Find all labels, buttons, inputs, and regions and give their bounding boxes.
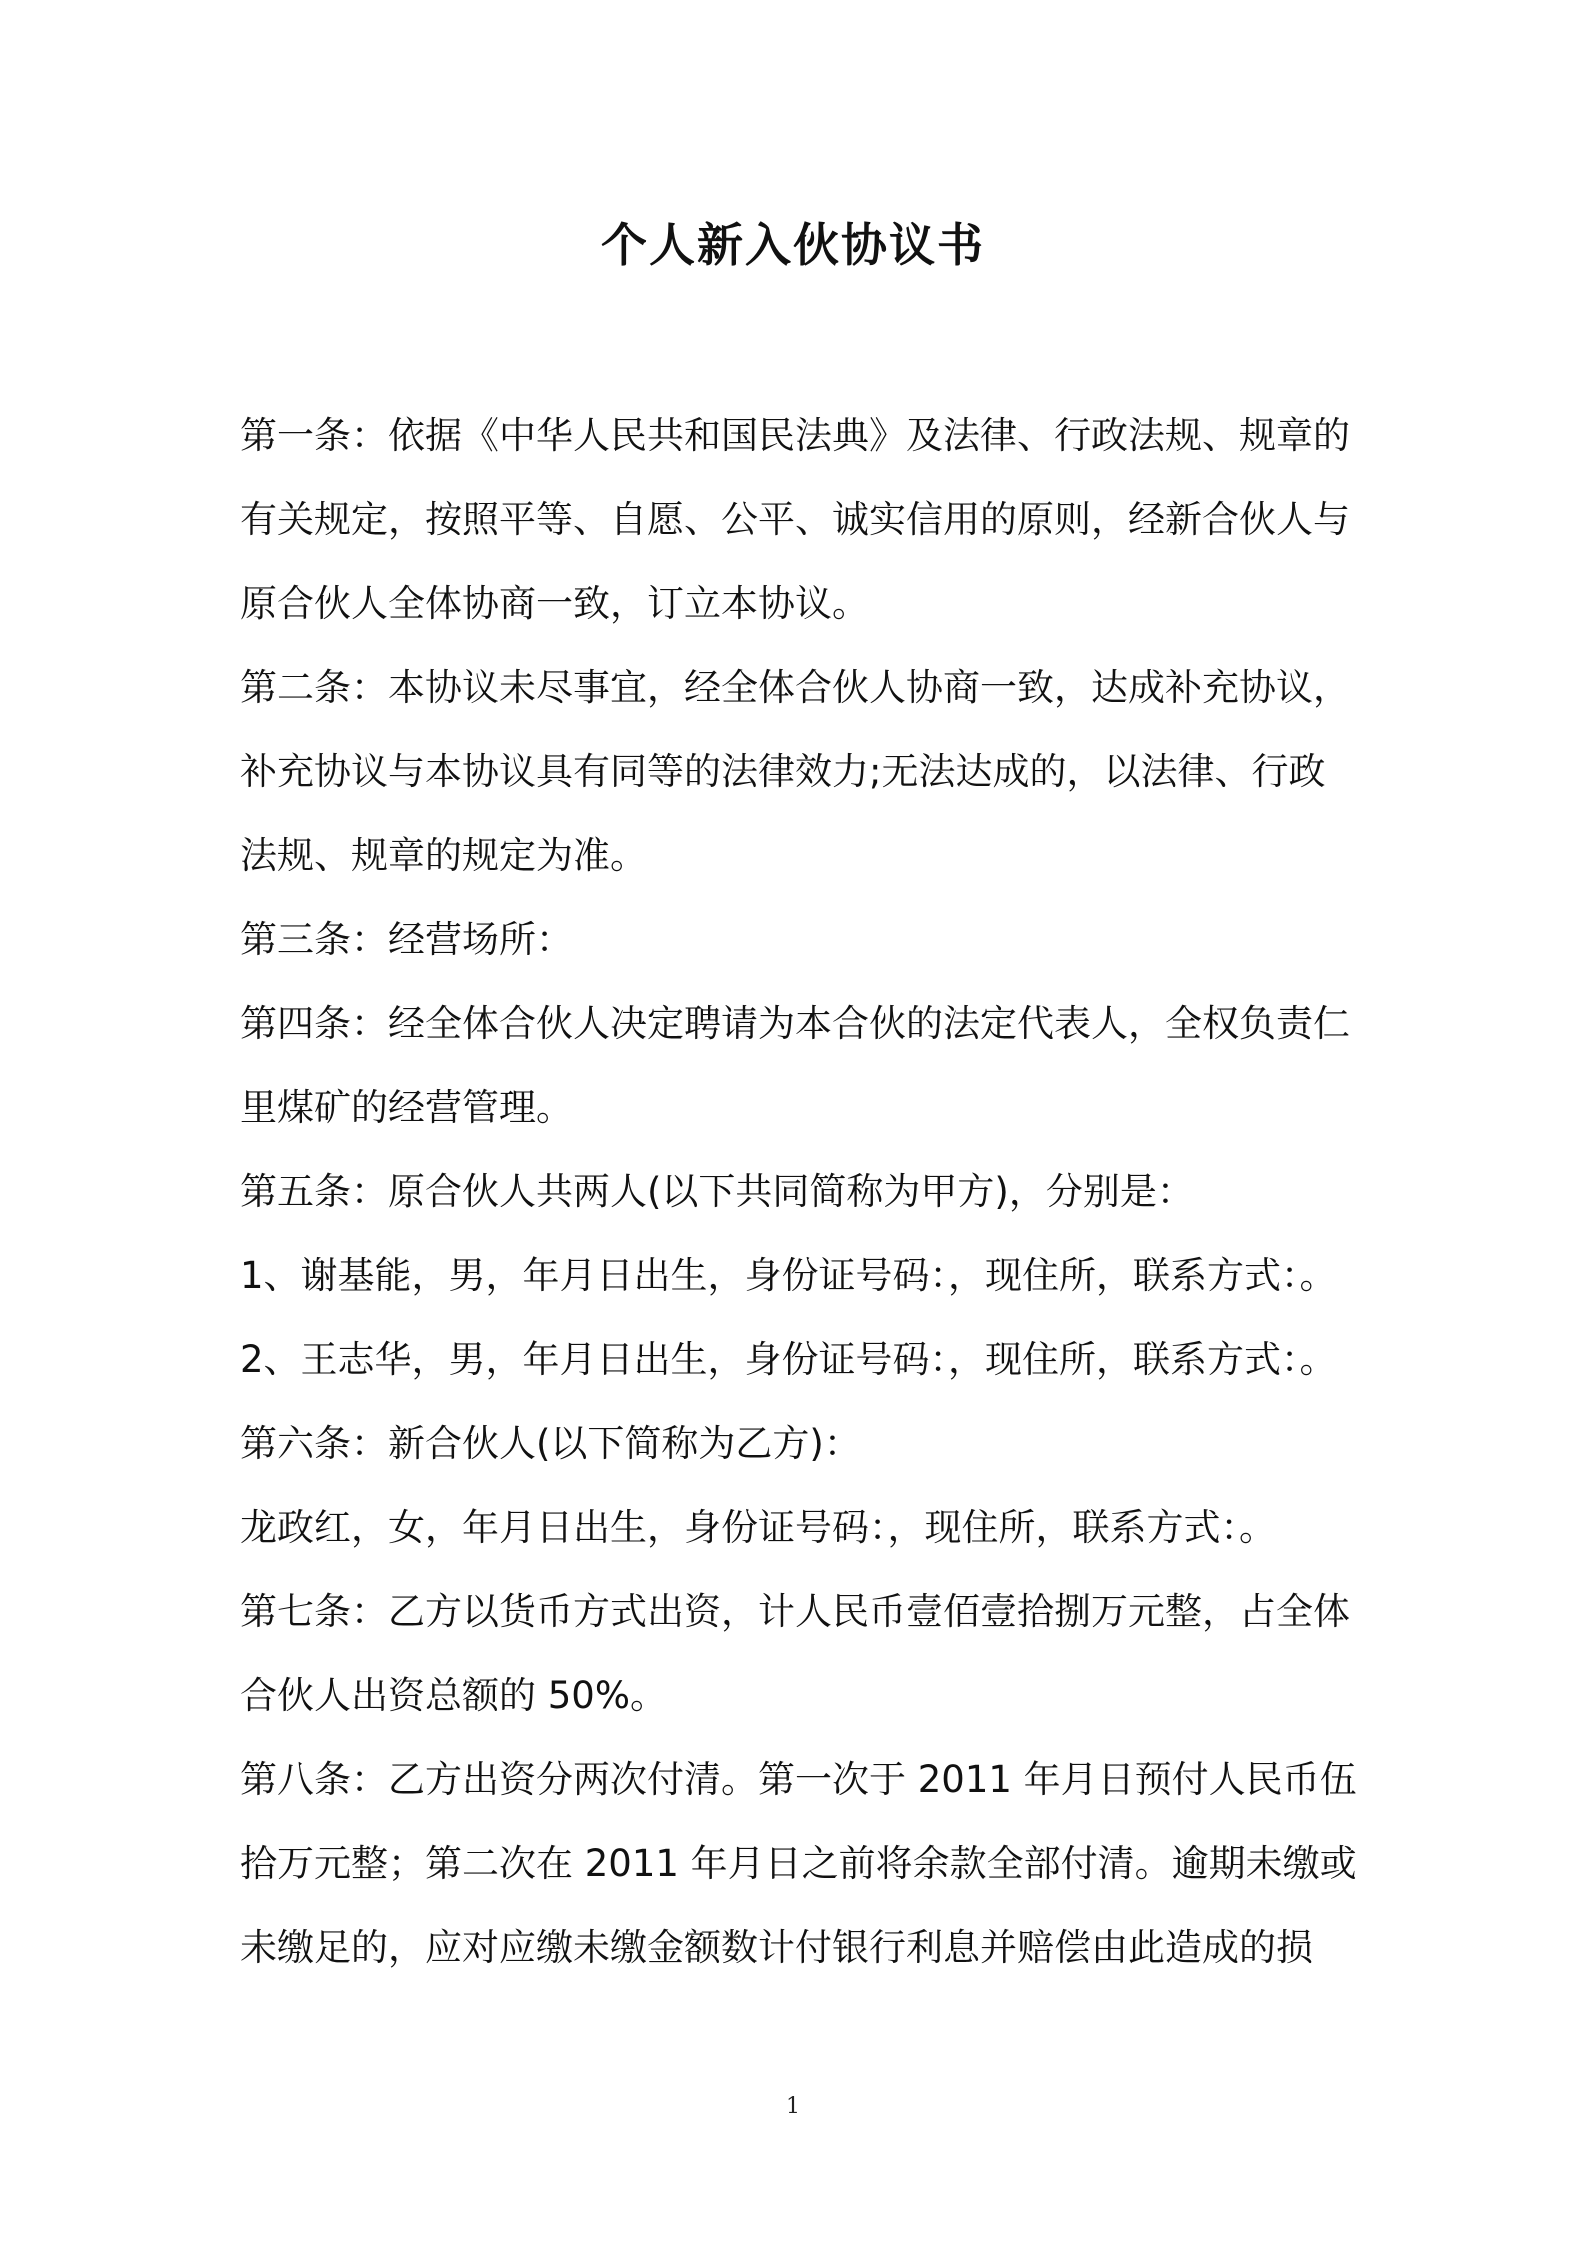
paragraph-line: 第四条：经全体合伙人决定聘请为本合伙的法定代表人，全权负责仁 [240,1002,1350,1045]
paragraph-line: 第一条：依据《中华人民共和国民法典》及法律、行政法规、规章的 [240,414,1350,457]
paragraph-line: 第三条：经营场所： [240,918,573,961]
paragraph-line: 合伙人出资总额的 50%。 [240,1674,667,1717]
paragraph-line: 原合伙人全体协商一致，订立本协议。 [240,582,869,625]
paragraph-line: 里煤矿的经营管理。 [240,1086,573,1129]
page-number: 1 [786,2094,800,2119]
paragraph-line: 1、谢基能，男，年月日出生，身份证号码：，现住所，联系方式：。 [240,1254,1337,1297]
document-body [240,394,1360,1990]
document-title: 个人新入伙协议书 [601,218,985,272]
paragraph-line: 法规、规章的规定为准。 [240,834,647,877]
paragraph-line: 有关规定，按照平等、自愿、公平、诚实信用的原则，经新合伙人与 [240,498,1350,541]
paragraph-line: 第六条：新合伙人(以下简称为乙方)： [240,1422,861,1465]
paragraph-line: 第二条：本协议未尽事宜，经全体合伙人协商一致，达成补充协议， [240,666,1350,709]
paragraph-line: 第八条：乙方出资分两次付清。第一次于 2011 年月日预付人民币伍 [240,1758,1357,1801]
paragraph-line: 拾万元整；第二次在 2011 年月日之前将余款全部付清。逾期未缴或 [240,1842,1357,1885]
paragraph-line: 2、王志华，男，年月日出生，身份证号码：，现住所，联系方式：。 [240,1338,1337,1381]
paragraph-line: 第七条：乙方以货币方式出资，计人民币壹佰壹拾捌万元整，占全体 [240,1590,1350,1633]
paragraph-line: 补充协议与本协议具有同等的法律效力;无法达成的，以法律、行政 [240,750,1326,793]
paragraph-line: 龙政红，女，年月日出生，身份证号码：，现住所，联系方式：。 [240,1506,1276,1549]
paragraph-line: 未缴足的，应对应缴未缴金额数计付银行利息并赔偿由此造成的损 [240,1926,1313,1969]
paragraph-line: 第五条：原合伙人共两人(以下共同简称为甲方)，分别是： [240,1170,1194,1213]
